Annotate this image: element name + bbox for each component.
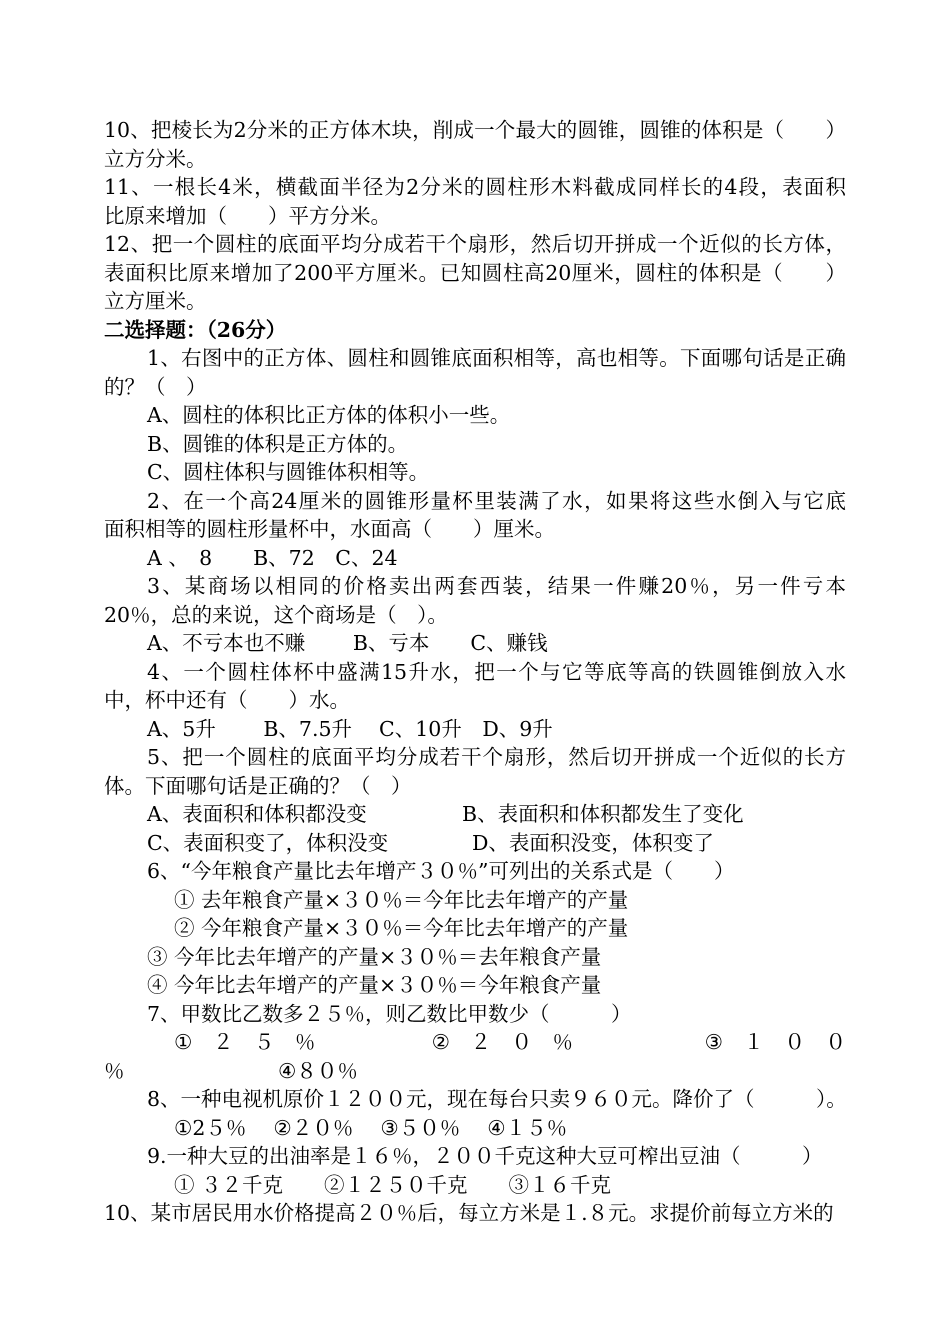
choice-question-5-option-c: C、表面积变了，体积没变: [147, 830, 389, 855]
choice-question-8-options: ①2５％ ②２０％ ③５０％ ④１５％: [174, 1115, 568, 1140]
choice-question-2-line-1: 2、在一个高24厘米的圆锥形量杯里装满了水，如果将这些水倒入与它底: [147, 488, 846, 513]
choice-question-6-option-3: ③ 今年比去年增产的产量×３０％＝去年粮食产量: [147, 944, 602, 969]
choice-question-7-option-4: ④８０％: [278, 1058, 358, 1083]
fill-question-12-line-1: 12、把一个圆柱的底面平均分成若干个扇形，然后切开拼成一个近似的长方体，: [104, 232, 846, 256]
choice-question-3-line-1: 3、某商场以相同的价格卖出两套西装，结果一件赚20％，另一件亏本: [147, 574, 846, 598]
choice-question-10-line-1: 10、某市居民用水价格提高２０％后，每立方米是１.８元。求提价前每立方米的: [104, 1201, 834, 1225]
choice-question-3-line-2: 20％，总的来说，这个商场是（ ）。: [104, 602, 448, 627]
fill-question-11-line-1: 11、一根长4米，横截面半径为2分米的圆柱形木料截成同样长的4段，表面积: [104, 175, 846, 199]
document-page: [104, 116, 846, 1228]
fill-question-10-line-1: 10、把棱长为2分米的正方体木块，削成一个最大的圆锥，圆锥的体积是（ ）: [104, 118, 846, 142]
choice-question-2-options: A 、 8 B、72 C、24: [147, 545, 398, 570]
fill-question-11-line-2: 比原来增加（ ）平方分米。: [104, 203, 391, 228]
choice-question-1-option-a: A、圆柱的体积比正方体的体积小一些。: [147, 403, 511, 427]
choice-question-5-option-d: D、表面积没变，体积变了: [472, 830, 714, 855]
choice-question-7-options-row-1: [104, 1028, 846, 1057]
choice-question-7-option-2: ② ２ ０ ％: [431, 1030, 573, 1054]
choice-question-5-option-a: A、表面积和体积都没变: [147, 802, 367, 826]
choice-question-1-option-c: C、圆柱体积与圆锥体积相等。: [147, 460, 430, 484]
choice-question-6-stem: 6、“今年粮食产量比去年增产３０％”可列出的关系式是（ ）: [147, 859, 735, 883]
choice-question-5-options-row-2: [104, 829, 846, 858]
choice-question-4-line-2: 中，杯中还有（ ）水。: [104, 688, 350, 712]
choice-question-2-line-2: 面积相等的圆柱形量杯中，水面高（ ）厘米。: [104, 517, 555, 541]
choice-question-8-stem: 8、一种电视机原价１２００元，现在每台只卖９６０元。降价了（ ）。: [147, 1087, 847, 1111]
fill-question-12-line-3: 立方厘米。: [104, 289, 207, 313]
section-heading-choice: 二选择题：（26分）: [104, 317, 287, 342]
choice-question-6-option-2: ② 今年粮食产量×３０％＝今年比去年增产的产量: [174, 916, 629, 940]
fill-question-10-line-2: 立方分米。: [104, 146, 207, 171]
choice-question-1-line-1: 1、右图中的正方体、圆柱和圆锥底面积相等，高也相等。下面哪句话是正确: [147, 346, 846, 370]
choice-question-7-option-3: ③ １ ０ ０: [704, 1030, 846, 1054]
choice-question-3-options: A、不亏本也不赚 B、亏本 C、赚钱: [147, 631, 548, 655]
choice-question-5-options-row-1: [104, 800, 846, 829]
fill-question-12-line-2: 表面积比原来增加了200平方厘米。已知圆柱高20厘米，圆柱的体积是（ ）: [104, 260, 846, 285]
choice-question-1-option-b: B、圆锥的体积是正方体的。: [147, 431, 409, 456]
choice-question-6-option-4: ④ 今年比去年增产的产量×３０％＝今年粮食产量: [147, 973, 602, 997]
choice-question-7-option-3-continued: ％: [104, 1058, 125, 1083]
choice-question-5-line-2: 体。下面哪句话是正确的？（ ）: [104, 773, 412, 798]
choice-question-7-options-row-2: [104, 1057, 846, 1086]
choice-question-9-stem: 9.一种大豆的出油率是１６％，２００千克这种大豆可榨出豆油（ ）: [147, 1144, 823, 1168]
choice-question-9-options: ① ３２千克 ②１２５０千克 ③１６千克: [174, 1172, 612, 1197]
choice-question-1-line-2: 的？（ ）: [104, 374, 207, 399]
choice-question-6-option-1: ① 去年粮食产量×３０％＝今年比去年增产的产量: [174, 887, 629, 912]
choice-question-4-line-1: 4、一个圆柱体杯中盛满15升水，把一个与它等底等高的铁圆锥倒放入水: [147, 659, 846, 684]
choice-question-5-line-1: 5、把一个圆柱的底面平均分成若干个扇形，然后切开拼成一个近似的长方: [147, 745, 846, 769]
choice-question-5-option-b: B、表面积和体积都发生了变化: [462, 802, 744, 826]
choice-question-7-stem: 7、甲数比乙数多２５％，则乙数比甲数少（ ）: [147, 1001, 632, 1026]
choice-question-7-option-1: ① ２ ５ ％: [174, 1030, 316, 1054]
choice-question-4-options: A、5升 B、7.5升 C、10升 D、9升: [147, 716, 553, 741]
